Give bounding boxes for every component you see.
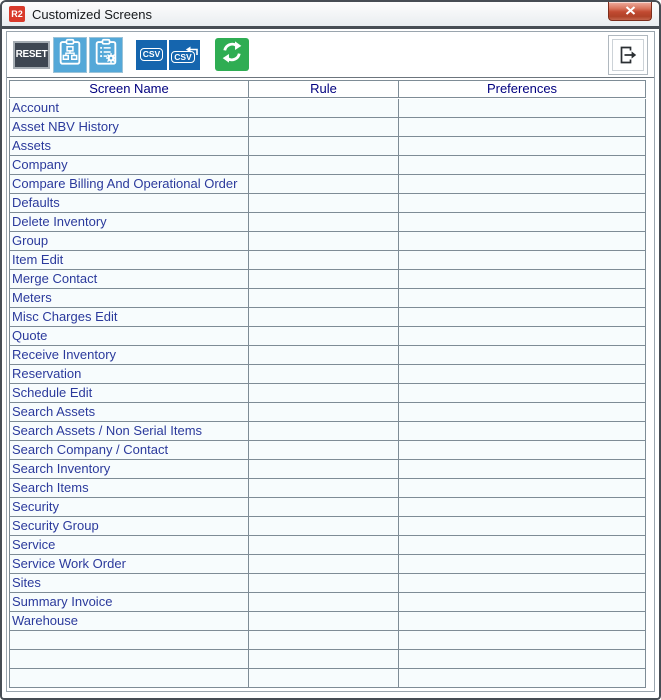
cell-preferences[interactable] <box>399 251 646 270</box>
table-row[interactable] <box>9 555 649 574</box>
table-row[interactable] <box>9 650 649 669</box>
cell-preferences[interactable] <box>399 631 646 650</box>
table-row[interactable] <box>9 498 649 517</box>
close-icon <box>625 2 636 20</box>
cell-preferences[interactable] <box>399 593 646 612</box>
table-row[interactable] <box>9 175 649 194</box>
table-row[interactable] <box>9 99 649 118</box>
cell-screen-name[interactable]: Security <box>9 498 249 517</box>
refresh-button[interactable] <box>215 38 249 71</box>
cell-screen-name[interactable]: Defaults <box>9 194 249 213</box>
cell-rule[interactable] <box>249 384 399 403</box>
cell-screen-name[interactable]: Delete Inventory <box>9 213 249 232</box>
cell-screen-name[interactable]: Misc Charges Edit <box>9 308 249 327</box>
table-row[interactable] <box>9 517 649 536</box>
cell-screen-name[interactable]: Item Edit <box>9 251 249 270</box>
cell-screen-name[interactable]: Account <box>9 99 249 118</box>
cell-preferences[interactable] <box>399 213 646 232</box>
cell-screen-name[interactable]: Reservation <box>9 365 249 384</box>
cell-rule[interactable] <box>249 194 399 213</box>
table-row[interactable] <box>9 327 649 346</box>
cell-rule[interactable] <box>249 327 399 346</box>
table-row[interactable] <box>9 232 649 251</box>
cell-rule[interactable] <box>249 498 399 517</box>
table-row[interactable] <box>9 118 649 137</box>
column-header-screen-name[interactable]: Screen Name <box>9 80 249 98</box>
cell-preferences[interactable] <box>399 137 646 156</box>
cell-preferences[interactable] <box>399 403 646 422</box>
cell-preferences[interactable] <box>399 479 646 498</box>
cell-screen-name[interactable]: Quote <box>9 327 249 346</box>
table-row[interactable] <box>9 593 649 612</box>
cell-preferences[interactable] <box>399 327 646 346</box>
cell-rule[interactable] <box>249 536 399 555</box>
column-header-rule[interactable]: Rule <box>249 80 399 98</box>
table-row[interactable] <box>9 213 649 232</box>
cell-preferences[interactable] <box>399 669 646 688</box>
cell-rule[interactable] <box>249 650 399 669</box>
cell-rule[interactable] <box>249 213 399 232</box>
cell-screen-name[interactable]: Service Work Order <box>9 555 249 574</box>
cell-rule[interactable] <box>249 403 399 422</box>
csv-icon: CSV <box>140 48 163 61</box>
cell-rule[interactable] <box>249 308 399 327</box>
cell-rule[interactable] <box>249 593 399 612</box>
import-csv-button[interactable] <box>169 40 200 70</box>
cell-rule[interactable] <box>249 289 399 308</box>
cell-screen-name[interactable]: Security Group <box>9 517 249 536</box>
cell-preferences[interactable] <box>399 270 646 289</box>
cell-screen-name[interactable]: Search Assets / Non Serial Items <box>9 422 249 441</box>
cell-screen-name[interactable]: Asset NBV History <box>9 118 249 137</box>
cell-preferences[interactable] <box>399 156 646 175</box>
cell-screen-name[interactable] <box>9 650 249 669</box>
screen-preferences-button[interactable] <box>89 37 123 73</box>
cell-rule[interactable] <box>249 460 399 479</box>
table-row[interactable] <box>9 422 649 441</box>
cell-preferences[interactable] <box>399 384 646 403</box>
cell-screen-name[interactable]: Assets <box>9 137 249 156</box>
cell-screen-name[interactable]: Company <box>9 156 249 175</box>
table-row[interactable] <box>9 251 649 270</box>
cell-preferences[interactable] <box>399 289 646 308</box>
table-row[interactable] <box>9 669 649 688</box>
cell-preferences[interactable] <box>399 441 646 460</box>
table-row[interactable] <box>9 631 649 650</box>
cell-preferences[interactable] <box>399 555 646 574</box>
close-button[interactable] <box>608 2 652 21</box>
table-row[interactable] <box>9 460 649 479</box>
cell-screen-name[interactable]: Compare Billing And Operational Order <box>9 175 249 194</box>
return-arrow-icon <box>185 43 198 61</box>
column-header-preferences[interactable]: Preferences <box>399 80 646 98</box>
titlebar-separator <box>2 26 659 29</box>
client-area <box>6 31 655 692</box>
cell-screen-name[interactable] <box>9 631 249 650</box>
clipboard-gear-icon <box>92 37 120 72</box>
cell-rule[interactable] <box>249 251 399 270</box>
cell-screen-name[interactable]: Receive Inventory <box>9 346 249 365</box>
table-row[interactable] <box>9 194 649 213</box>
cell-screen-name[interactable]: Merge Contact <box>9 270 249 289</box>
screens-table <box>7 78 654 688</box>
cell-rule[interactable] <box>249 118 399 137</box>
cell-rule[interactable] <box>249 669 399 688</box>
table-row[interactable] <box>9 270 649 289</box>
cell-preferences[interactable] <box>399 308 646 327</box>
toolbar <box>7 32 654 78</box>
cell-screen-name[interactable]: Search Items <box>9 479 249 498</box>
cell-rule[interactable] <box>249 479 399 498</box>
cell-screen-name[interactable]: Schedule Edit <box>9 384 249 403</box>
app-icon: R2 <box>9 6 25 22</box>
table-row[interactable] <box>9 156 649 175</box>
cell-preferences[interactable] <box>399 232 646 251</box>
cell-screen-name[interactable]: Group <box>9 232 249 251</box>
table-row[interactable] <box>9 308 649 327</box>
cell-preferences[interactable] <box>399 460 646 479</box>
cell-preferences[interactable] <box>399 365 646 384</box>
table-row[interactable] <box>9 441 649 460</box>
cell-preferences[interactable] <box>399 498 646 517</box>
cell-rule[interactable] <box>249 365 399 384</box>
cell-screen-name[interactable] <box>9 669 249 688</box>
cell-rule[interactable] <box>249 232 399 251</box>
cell-preferences[interactable] <box>399 612 646 631</box>
exit-icon <box>612 39 644 71</box>
cell-preferences[interactable] <box>399 536 646 555</box>
table-row[interactable] <box>9 403 649 422</box>
cell-rule[interactable] <box>249 422 399 441</box>
cell-preferences[interactable] <box>399 346 646 365</box>
table-row[interactable] <box>9 365 649 384</box>
cell-rule[interactable] <box>249 555 399 574</box>
table-header <box>9 80 649 98</box>
reset-button[interactable]: RESET <box>13 41 50 69</box>
table-body <box>9 99 649 688</box>
table-row[interactable] <box>9 289 649 308</box>
table-row[interactable] <box>9 479 649 498</box>
table-row[interactable] <box>9 346 649 365</box>
cell-rule[interactable] <box>249 99 399 118</box>
export-csv-button[interactable] <box>136 40 167 70</box>
screen-rules-button[interactable] <box>53 37 87 73</box>
table-row[interactable] <box>9 612 649 631</box>
cell-screen-name[interactable]: Search Assets <box>9 403 249 422</box>
cell-preferences[interactable] <box>399 175 646 194</box>
cell-rule[interactable] <box>249 346 399 365</box>
window-title: Customized Screens <box>32 6 152 22</box>
cell-screen-name[interactable]: Service <box>9 536 249 555</box>
cell-rule[interactable] <box>249 175 399 194</box>
cell-rule[interactable] <box>249 137 399 156</box>
cell-rule[interactable] <box>249 441 399 460</box>
clipboard-flow-icon <box>56 37 84 72</box>
cell-screen-name[interactable]: Warehouse <box>9 612 249 631</box>
exit-button[interactable] <box>608 35 648 75</box>
refresh-icon <box>219 39 245 70</box>
cell-rule[interactable] <box>249 574 399 593</box>
cell-preferences[interactable] <box>399 194 646 213</box>
cell-preferences[interactable] <box>399 574 646 593</box>
table-row[interactable] <box>9 137 649 156</box>
cell-screen-name[interactable]: Search Inventory <box>9 460 249 479</box>
table-row[interactable] <box>9 384 649 403</box>
cell-screen-name[interactable]: Sites <box>9 574 249 593</box>
cell-preferences[interactable] <box>399 118 646 137</box>
cell-screen-name[interactable]: Summary Invoice <box>9 593 249 612</box>
table-row[interactable] <box>9 574 649 593</box>
title-bar <box>2 2 659 26</box>
cell-preferences[interactable] <box>399 422 646 441</box>
csv-arrow-icon: CSV <box>171 51 194 64</box>
table-row[interactable] <box>9 536 649 555</box>
cell-preferences[interactable] <box>399 517 646 536</box>
cell-preferences[interactable] <box>399 99 646 118</box>
cell-screen-name[interactable]: Search Company / Contact <box>9 441 249 460</box>
cell-rule[interactable] <box>249 517 399 536</box>
cell-rule[interactable] <box>249 631 399 650</box>
cell-rule[interactable] <box>249 270 399 289</box>
cell-rule[interactable] <box>249 156 399 175</box>
cell-preferences[interactable] <box>399 650 646 669</box>
cell-screen-name[interactable]: Meters <box>9 289 249 308</box>
cell-rule[interactable] <box>249 612 399 631</box>
